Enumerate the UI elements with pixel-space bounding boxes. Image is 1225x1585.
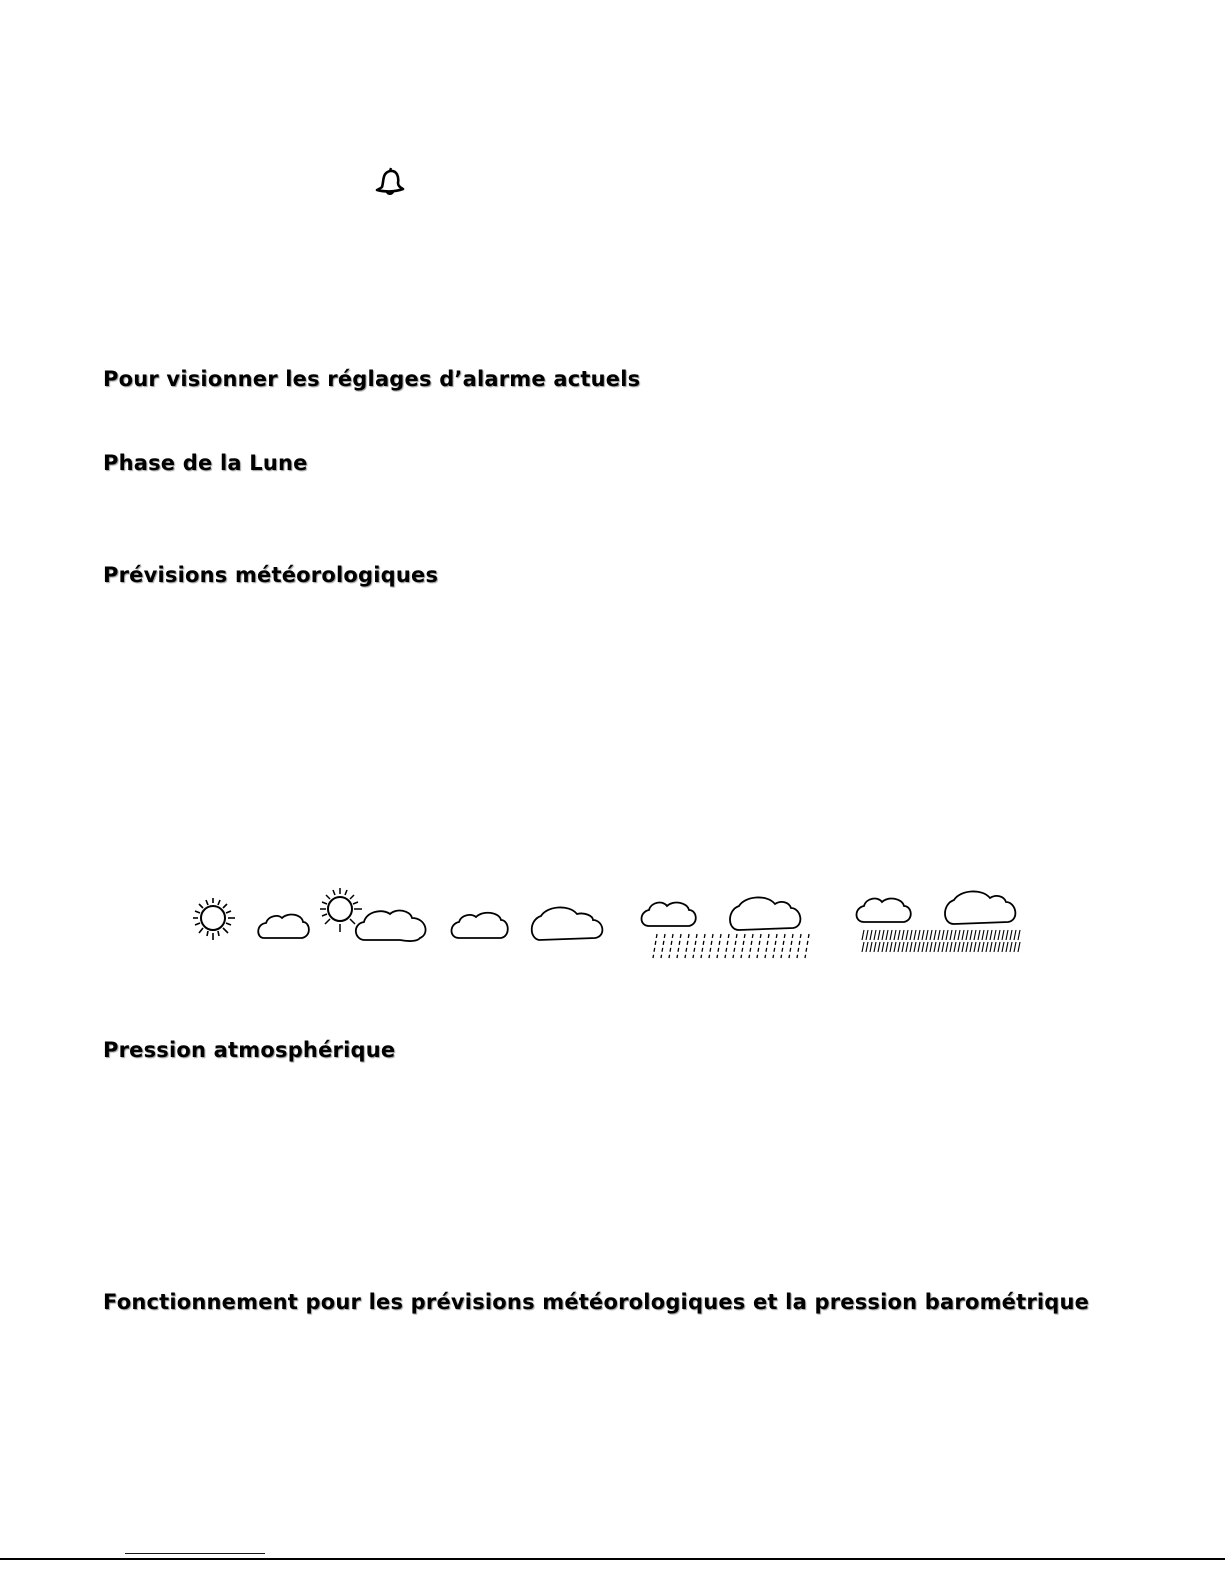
forecast-operation-heading: Fonctionnement pour les prévisions météorologiques et la pression barométrique: [103, 1290, 1090, 1314]
alarm-bell-icon: [370, 163, 410, 199]
footer-rule: [0, 1558, 1225, 1560]
sunny-icon: [180, 880, 250, 960]
moon-phase-heading: Phase de la Lune: [103, 451, 308, 475]
stormy-icon: [850, 880, 1040, 960]
partly-cloudy-icon: [250, 880, 440, 960]
atmospheric-pressure-heading: Pression atmosphérique: [103, 1038, 396, 1062]
alarm-view-heading: Pour visionner les réglages d’alarme actuels: [103, 367, 641, 391]
rainy-icon: [635, 880, 820, 960]
footer-link-underline[interactable]: [125, 1553, 265, 1554]
weather-forecast-heading: Prévisions météorologiques: [103, 563, 439, 587]
weather-icons-row: [170, 880, 1050, 970]
cloudy-icon: [445, 880, 620, 960]
